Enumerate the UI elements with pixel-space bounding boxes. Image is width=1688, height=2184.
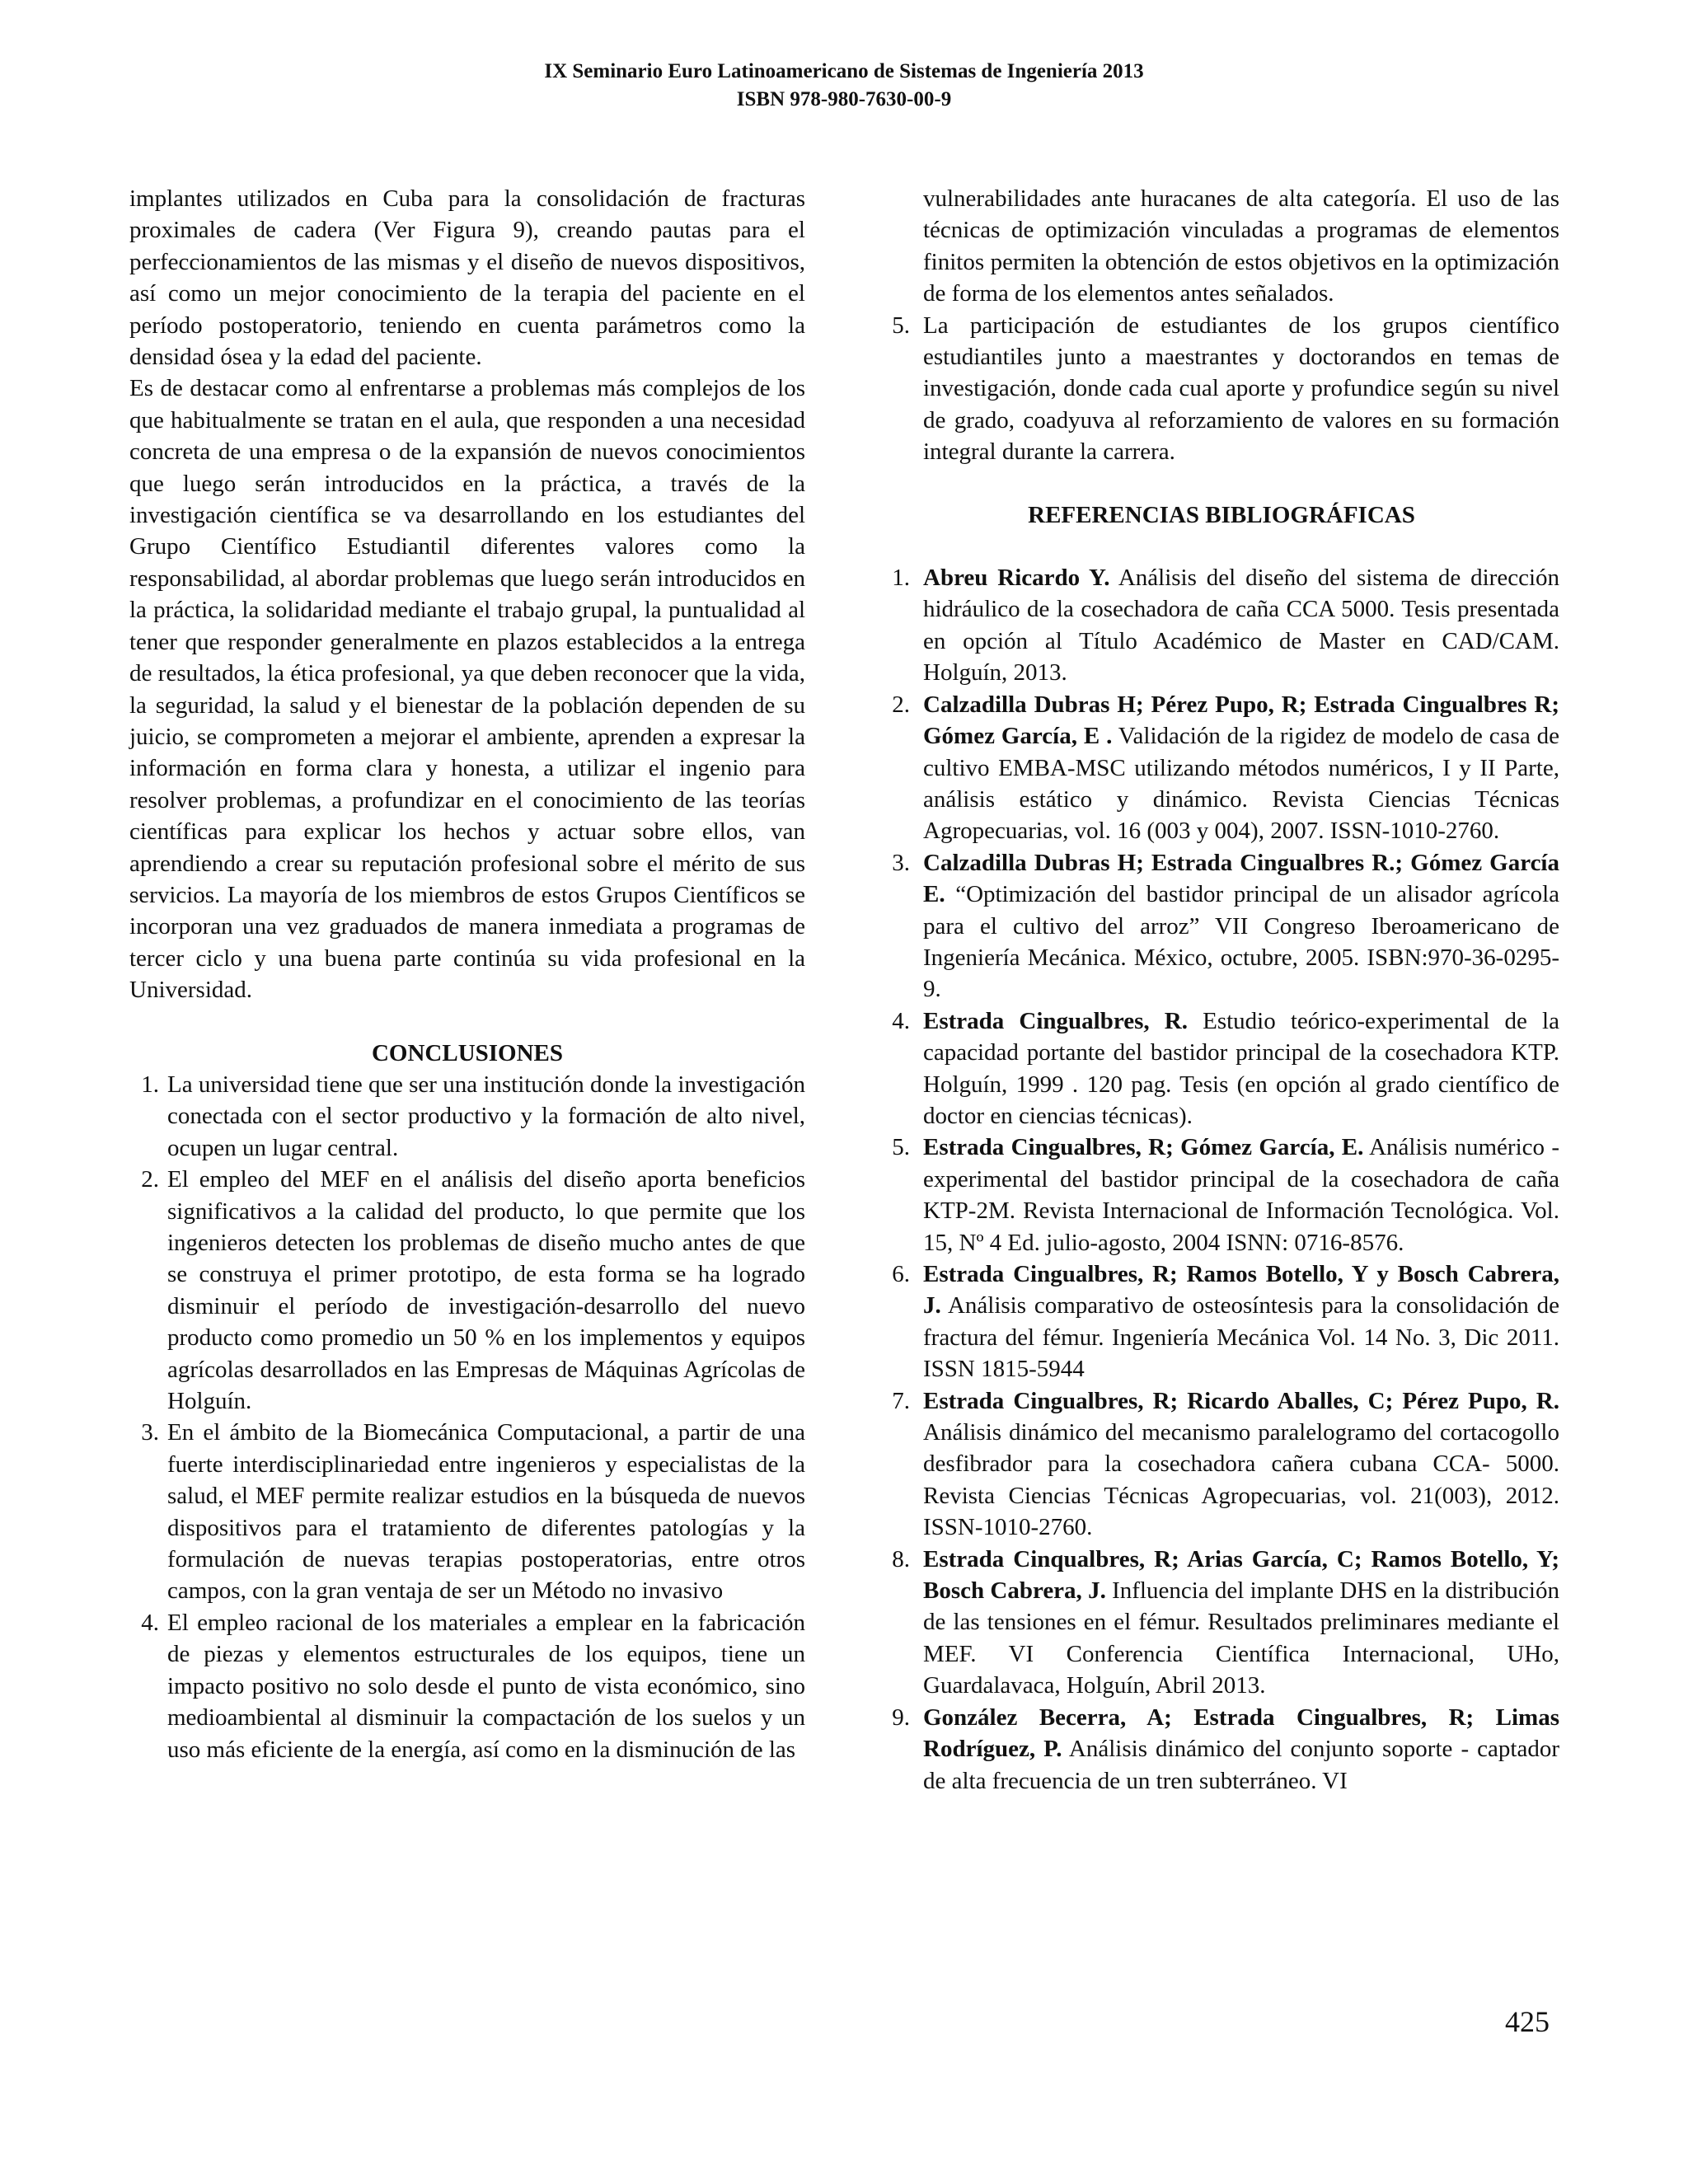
references-heading: REFERENCIAS BIBLIOGRÁFICAS xyxy=(1028,501,1415,528)
item-number: 6. xyxy=(892,1261,910,1287)
item-number: 1. xyxy=(892,565,910,592)
item-text: El empleo del MEF en el análisis del diseño aporta beneficios significativos a la calidad del producto, lo que permite que los ingenieros detecten los problemas de diseño mucho antes de que se construya el primer prototipo, de esta forma se ha logrado disminuir el período de investigación-desarrollo del nuevo producto como promedio un 50 % en los implementos y equipos agrícolas desarrollados en las Empresas de Máquinas Agrícolas de Holguín. xyxy=(167,1166,805,1415)
conclusion-item xyxy=(129,1417,805,1606)
reference-text: Estudio teórico-experimental de la capacidad portante del bastidor principal de la cosechadora KTP. Holguín, 1999 . 120 pag. Tesis (en opción al grado científico de doctor en ciencias técnicas). xyxy=(923,1007,1559,1129)
item-number: 4. xyxy=(141,1609,159,1636)
item-number: 8. xyxy=(892,1545,910,1572)
conclusions-list xyxy=(129,1069,805,1765)
item-text: La universidad tiene que ser una institución donde la investigación conectada con el sector productivo y la formación de alto nivel, ocupen un lugar central. xyxy=(167,1071,805,1161)
item-number: 3. xyxy=(892,849,910,876)
item-number: 5. xyxy=(892,1134,910,1161)
reference-item xyxy=(884,1544,1559,1702)
conclusion-item xyxy=(129,1607,805,1765)
reference-authors: Calzadilla Dubras H; Pérez Pupo, R; Estrada Cingualbres R; Gómez García, E . xyxy=(923,691,1559,750)
header-title: IX Seminario Euro Latinoamericano de Sistemas de Ingeniería 2013 xyxy=(544,60,1144,82)
reference-authors: Estrada Cingualbres, R; Ricardo Aballes, C; Pérez Pupo, R. xyxy=(923,1387,1559,1414)
item-text: El empleo racional de los materiales a emplear en la fabricación de piezas y elementos estructurales de los equipos, tiene un impacto positivo no solo desde el punto de vista económico, sino medioambiental al disminuir la compactación de los suelos y un uso más eficiente de la energía, así como en la disminución de las xyxy=(167,1609,805,1763)
reference-item xyxy=(884,1702,1559,1797)
page-number: 425 xyxy=(1505,2005,1550,2038)
item-text: En el ámbito de la Biomecánica Computacional, a partir de una fuerte interdisciplinariedad entre ingenieros y especialistas de la salud, el MEF permite realizar estudios en la búsqueda de nuevos dispositivos para el tratamiento de diferentes patologías y la formulación de nuevas terapias postoperatorias, entre otros campos, con la gran ventaja de ser un Método no invasivo xyxy=(167,1419,805,1605)
reference-text: Influencia del implante DHS en la distribución de las tensiones en el fémur. Resultados preliminares mediante el MEF. VI Conferencia Científica Internacional, UHo, Guardalavaca, Holguín, Abril 2013. xyxy=(923,1577,1559,1699)
reference-authors: González Becerra, A; Estrada Cingualbres, R; Limas Rodríguez, P. xyxy=(923,1704,1559,1763)
item-number: 7. xyxy=(892,1387,910,1414)
body-paragraph: Es de destacar como al enfrentarse a problemas más complejos de los que habitualmente se tratan en el aula, que responden a una necesidad concreta de una empresa o de la expansión de nuevos conocimientos que luego serán introducidos en la práctica, a través de la investigación científica se va desarrollando en los estudiantes del Grupo Científico Estudiantil diferentes valores como la responsabilidad, al abordar problemas que luego serán introducidos en la práctica, la solidaridad mediante el trabajo grupal, la puntualidad al tener que responder generalmente en plazos establecidos a la entrega de resultados, la ética profesional, ya que deben reconocer que la vida, la seguridad, la salud y el bienestar de la población dependen de su juicio, se comprometen a mejorar el ambiente, aprenden a expresar la información en forma clara y honesta, a utilizar el ingenio para resolver problemas, a profundizar en el conocimiento de las teorías científicas para explicar los hechos y actuar sobre ellos, van aprendiendo a crear su reputación profesional sobre el mérito de sus servicios. La mayoría de los miembros de estos Grupos Científicos se incorporan una vez graduados de manera inmediata a programas de tercer ciclo y una buena parte continúa su vida profesional en la Universidad. xyxy=(129,375,805,1004)
conclusion-item xyxy=(129,1164,805,1417)
item-number: 1. xyxy=(141,1071,159,1098)
reference-authors: Abreu Ricardo Y. xyxy=(923,565,1110,592)
conclusion-item xyxy=(129,1069,805,1164)
reference-authors: Estrada Cingualbres, R; Ramos Botello, Y y Bosch Cabrera, J. xyxy=(923,1261,1559,1319)
reference-item xyxy=(884,1385,1559,1544)
reference-authors: Estrada Cingualbres, R; Gómez García, E. xyxy=(923,1134,1364,1161)
conclusion-item xyxy=(884,310,1559,468)
item-text: vulnerabilidades ante huracanes de alta categoría. El uso de las técnicas de optimización vinculadas a programas de elementos finitos permiten la obtención de estos objetivos en la optimización de forma de los elementos antes señalados. xyxy=(923,185,1559,307)
reference-text: Análisis del diseño del sistema de dirección hidráulico de la cosechadora de caña CCA 5000. Tesis presentada en opción al Título Académico de Master en CAD/CAM. Holguín, 2013. xyxy=(923,565,1560,687)
item-number: 3. xyxy=(141,1419,159,1446)
conclusions-heading: CONCLUSIONES xyxy=(371,1039,564,1066)
reference-text: Análisis numérico - experimental del bastidor principal de la cosechadora de caña KTP-2M. Revista Internacional de Información Tecnológica. Vol. 15, Nº 4 Ed. julio-agosto, 2004 ISNN: 0716-8576. xyxy=(923,1134,1559,1256)
reference-text: “Optimización del bastidor principal de un alisador agrícola para el cultivo del arroz” VII Congreso Iberoamericano de Ingeniería Mecánica. México, octubre, 2005. ISBN:970-36-0295-9. xyxy=(923,881,1559,1003)
right-column xyxy=(884,183,1559,1797)
reference-text: Análisis dinámico del mecanismo paralelogramo del cortacogollo desfibrador para la cosechadora cañera cubana CCA- 5000. Revista Ciencias Técnicas Agropecuarias, vol. 21(003), 2012. ISSN-1010-2760. xyxy=(923,1419,1559,1541)
reference-authors: Calzadilla Dubras H; Estrada Cingualbres R.; Gómez García E. xyxy=(923,849,1559,908)
body-paragraph: implantes utilizados en Cuba para la consolidación de fracturas proximales de cadera (Ver Figura 9), creando pautas para el perfeccionamientos de las mismas y el diseño de nuevos dispositivos, así como un mejor conocimiento de la terapia del paciente en el período postoperatorio, teniendo en cuenta parámetros como la densidad ósea y la edad del paciente. xyxy=(129,185,805,371)
item-number: 2. xyxy=(141,1166,159,1193)
reference-item xyxy=(884,1005,1559,1132)
item-number: 9. xyxy=(892,1704,910,1731)
reference-authors: Estrada Cinqualbres, R; Arias García, C; Ramos Botello, Y; Bosch Cabrera, J. xyxy=(923,1545,1559,1605)
item-number: 2. xyxy=(892,691,910,718)
conclusion-item-continued xyxy=(884,183,1559,310)
conclusions-list-continued xyxy=(884,183,1559,468)
item-text: La participación de estudiantes de los grupos científico estudiantiles junto a maestrantes y doctorandos en temas de investigación, donde cada cual aporte y profundice según su nivel de grado, coadyuva al reforzamiento de valores en su formación integral durante la carrera. xyxy=(923,312,1559,466)
references-list xyxy=(884,562,1559,1797)
reference-text: Análisis comparativo de osteosíntesis para la consolidación de fractura del fémur. Ingeniería Mecánica Vol. 14 No. 3, Dic 2011. ISSN 1815-5944 xyxy=(923,1292,1559,1383)
reference-item xyxy=(884,1258,1559,1385)
item-number: 5. xyxy=(892,312,910,339)
reference-authors: Estrada Cingualbres, R. xyxy=(923,1007,1188,1034)
reference-item xyxy=(884,689,1559,847)
header-isbn: ISBN 978-980-7630-00-9 xyxy=(736,88,952,110)
left-column xyxy=(129,183,805,1765)
reference-item xyxy=(884,1132,1559,1258)
reference-text: Validación de la rigidez de modelo de casa de cultivo EMBA-MSC utilizando métodos numéricos, I y II Parte, análisis estático y dinámico. Revista Ciencias Técnicas Agropecuarias, vol. 16 (003 y 004), 2007. ISSN-1010-2760. xyxy=(923,723,1559,845)
page-header xyxy=(0,58,1688,114)
reference-item xyxy=(884,847,1559,1005)
reference-item xyxy=(884,562,1559,689)
reference-text: Análisis dinámico del conjunto soporte - captador de alta frecuencia de un tren subterráneo. VI xyxy=(923,1736,1559,1794)
item-number: 4. xyxy=(892,1007,910,1034)
